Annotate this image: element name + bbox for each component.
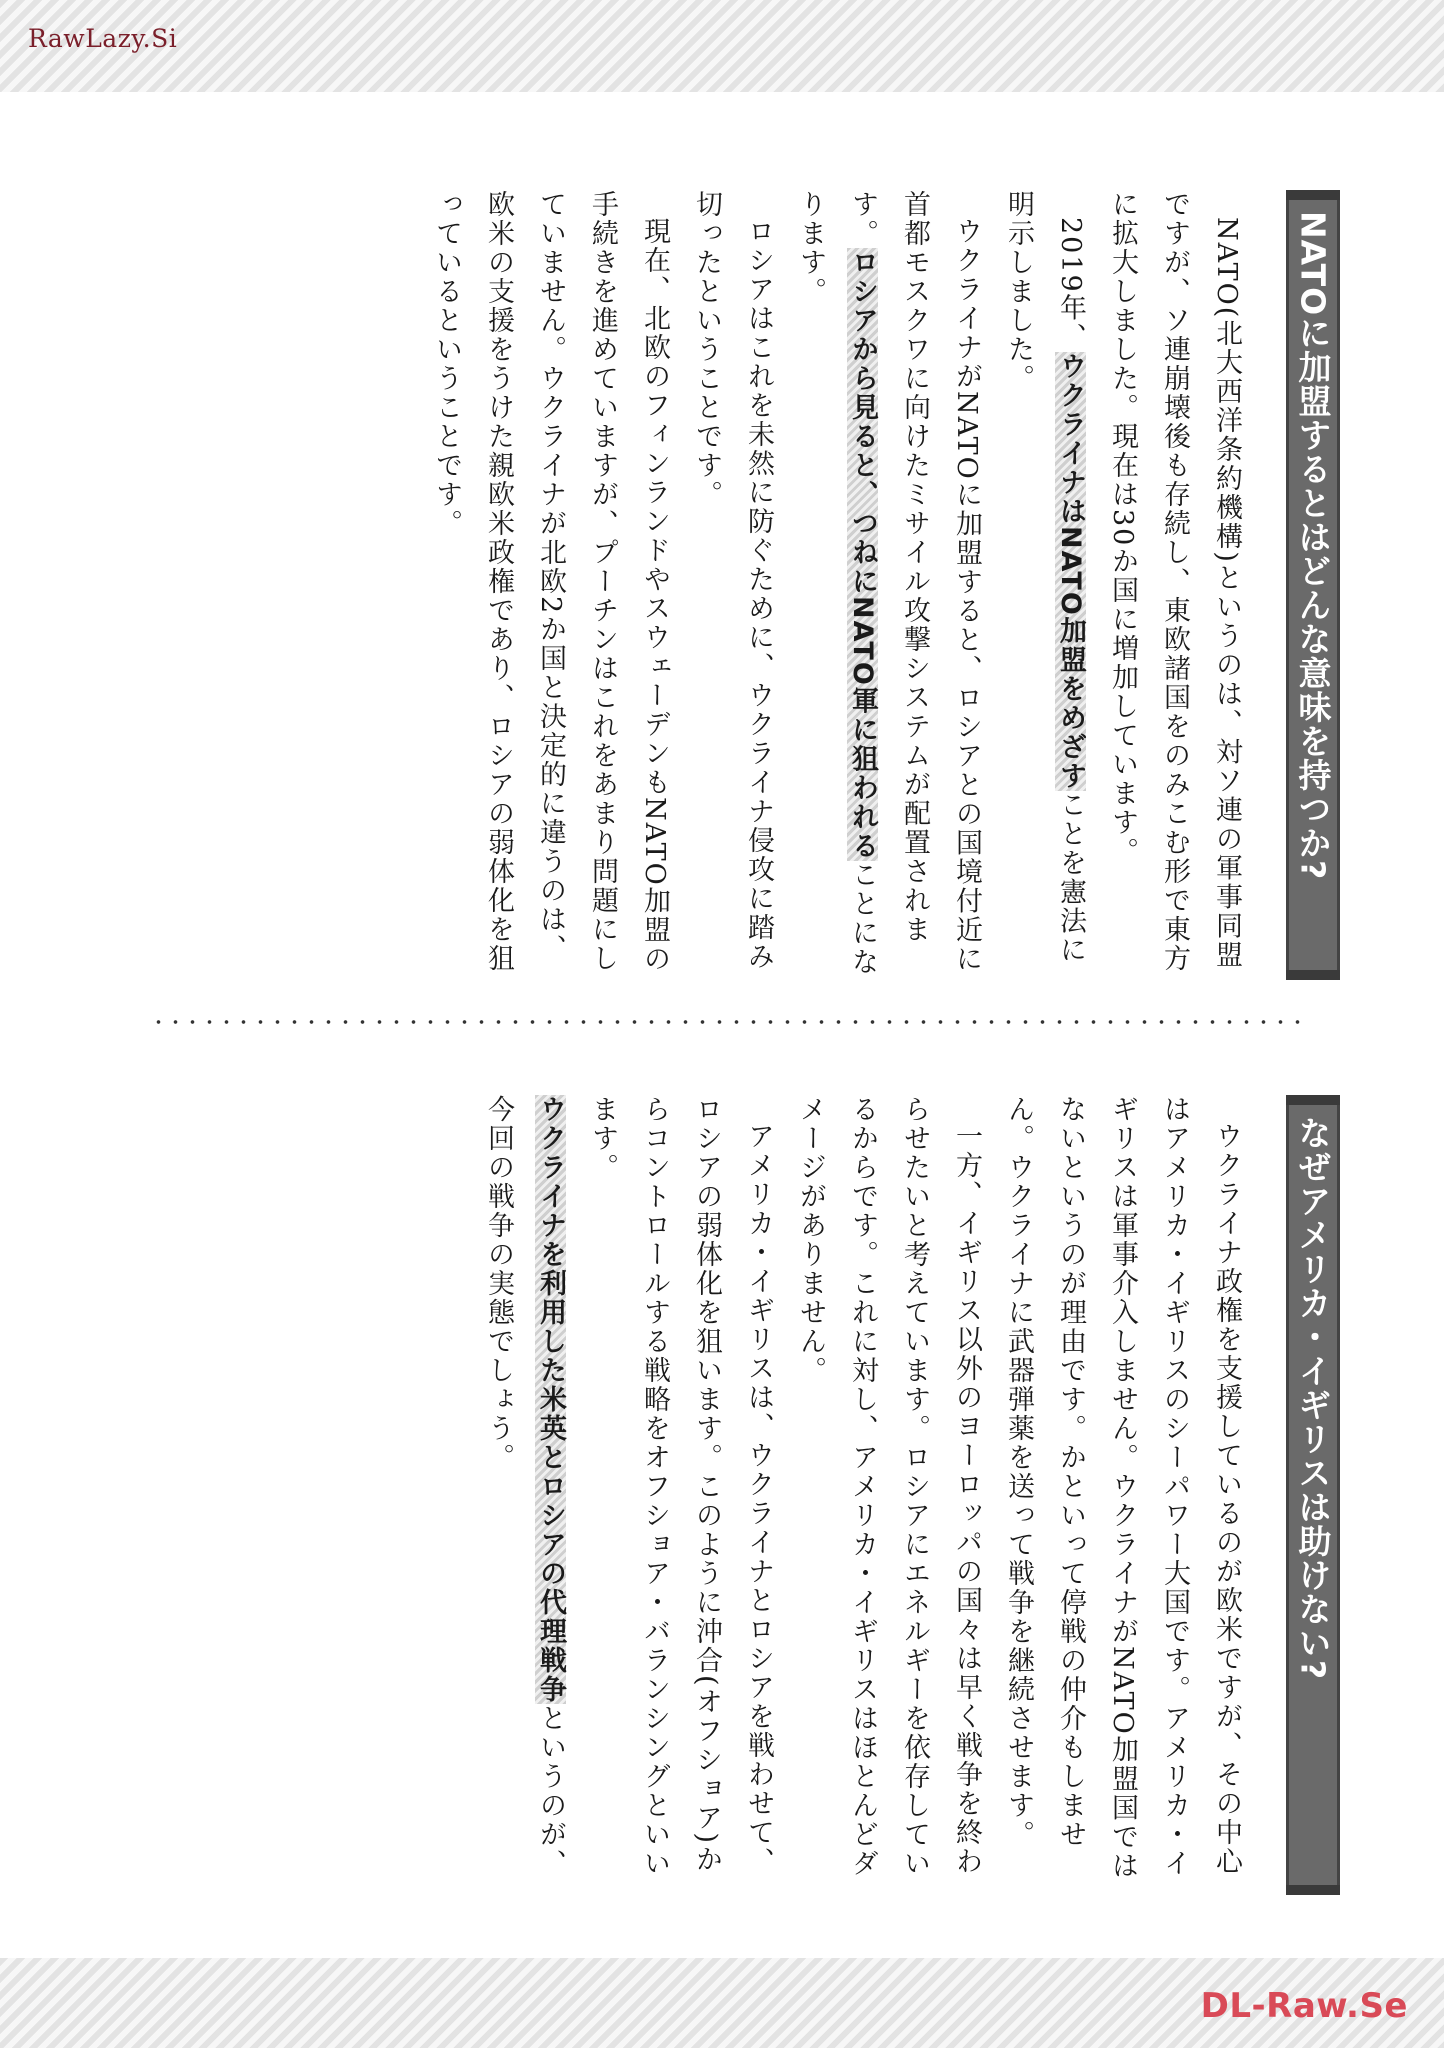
section-body xyxy=(472,1095,1252,1895)
paragraph: ロシアはこれを未然に防ぐために、ウクライナ侵攻に踏み切ったということです。 xyxy=(691,190,774,971)
text-run: ウクライナがNATOに加盟すると、ロシアとの国境付近に首都モスクワに向けたミサイル攻撃システムが配置されます。 xyxy=(847,190,982,974)
text-run: というのが、今回の戦争の実態でしょう。 xyxy=(483,1095,566,1878)
section-body xyxy=(420,190,1252,980)
highlighted-text: ウクライナを利用した米英とロシアの代理戦争 xyxy=(535,1095,566,1704)
paragraph xyxy=(992,190,1096,980)
top-stripe-border xyxy=(0,0,1444,92)
dotted-divider xyxy=(150,1019,1310,1025)
text-run: ことを憲法に明示しました。 xyxy=(1003,190,1086,965)
paragraph: ウクライナ政権を支援しているのが欧米ですが、その中心はアメリカ・イギリスのシーパワー大国です。アメリカ・イギリスは軍事介入しません。ウクライナがNATO加盟国ではないというのが理由です。かといって停戦の仲介もしません。ウクライナに武器弾薬を送って戦争を継続させます。 xyxy=(1003,1095,1242,1881)
paragraph xyxy=(472,1095,576,1895)
paragraph: 一方、イギリス以外のヨーロッパの国々は早く戦争を終わらせたいと考えています。ロシアにエネルギーを依存しているからです。これに対し、アメリカ・イギリスはほとんどダメージがありません。 xyxy=(795,1095,982,1878)
section-heading: NATOに加盟するとはどんな意味を持つか? xyxy=(1293,211,1333,881)
watermark-top: RawLazy.Si xyxy=(28,24,178,53)
paragraph: NATO(北大西洋条約機構)というのは、対ソ連の軍事同盟ですが、ソ連崩壊後も存続し、東欧諸国をのみこむ形で東方に拡大しました。現在は30か国に増加しています。 xyxy=(1107,190,1242,973)
text-run: ことになります。 xyxy=(795,190,878,977)
text-run: 2019年、 xyxy=(1055,217,1086,352)
section-heading: なぜアメリカ・イギリスは助けない? xyxy=(1293,1116,1333,1681)
paragraph: 現在、北欧のフィンランドやスウェーデンもNATO加盟の手続きを進めていますが、プーチンはこれをあまり問題にしていません。ウクライナが北欧2か国と決定的に違うのは、欧米の支援をうけた親欧米政権であり、ロシアの弱体化を狙っているということです。 xyxy=(431,190,670,974)
section-heading-bar xyxy=(1286,190,1340,980)
section-nato xyxy=(320,190,1340,980)
paragraph xyxy=(784,190,992,980)
highlighted-text: ウクライナはNATO加盟をめざす xyxy=(1055,351,1086,791)
highlighted-text: ロシアから見ると、つねにNATO軍に狙われる xyxy=(847,248,878,861)
paragraph: アメリカ・イギリスは、ウクライナとロシアを戦わせて、ロシアの弱体化を狙います。このように沖合(オフショア)からコントロールする戦略をオフショア・バランシングといいます。 xyxy=(587,1095,774,1878)
watermark-bottom: DL-Raw.Se xyxy=(1200,1986,1408,2026)
section-heading-bar xyxy=(1286,1095,1340,1895)
section-us-uk xyxy=(320,1095,1340,1895)
